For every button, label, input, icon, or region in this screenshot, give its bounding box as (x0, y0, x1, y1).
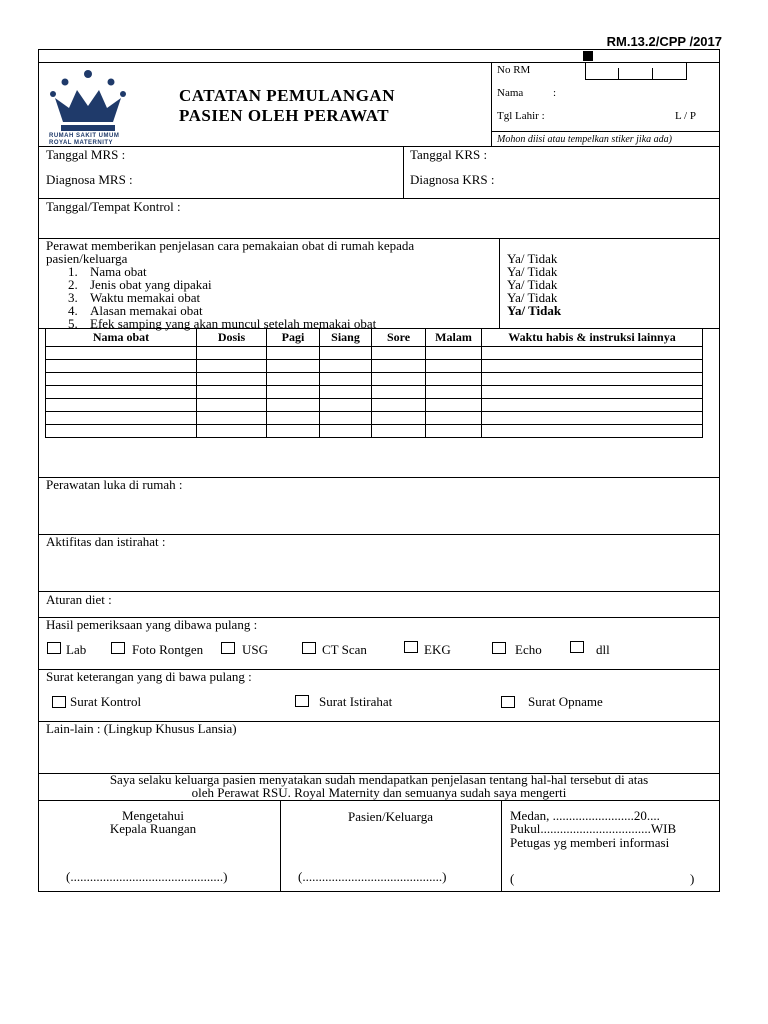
col-siang: Siang (320, 329, 372, 347)
option-usg: USG (242, 642, 269, 657)
nama-colon: : (553, 87, 557, 99)
signature-line-pasien: (...........................................) (298, 869, 447, 884)
diagnosa-mrs-label: Diagnosa MRS : (46, 172, 133, 187)
col-malam: Malam (426, 329, 482, 347)
surat-label: Surat keterangan yang di bawa pulang : (46, 669, 252, 684)
table-row[interactable] (46, 347, 703, 360)
hasil-label: Hasil pemeriksaan yang dibawa pulang : (46, 617, 258, 632)
checkbox-lab[interactable] (47, 642, 61, 654)
nama-label: Nama (497, 87, 524, 99)
list-item: 4. Alasan memakai obat (68, 303, 203, 318)
education-intro-2: pasien/keluarga (46, 251, 128, 266)
option-surat-opname: Surat Opname (528, 694, 603, 709)
petugas-label: Petugas yg memberi informasi (510, 835, 670, 850)
col-waktu-habis: Waktu habis & instruksi lainnya (482, 329, 703, 347)
option-foto-rontgen: Foto Rontgen (132, 642, 204, 657)
divider (39, 146, 719, 147)
lain-lain-label: Lain-lain : (Lingkup Khusus Lansia) (46, 721, 237, 736)
signature-open-paren: ( (510, 871, 515, 886)
diagnosa-krs-label: Diagnosa KRS : (410, 172, 495, 187)
statement-line-2: oleh Perawat RSU. Royal Maternity dan semuanya sudah saya mengerti (191, 785, 567, 800)
logo-caption-1: RUMAH SAKIT UMUM (49, 133, 120, 139)
answer-3: Ya/ Tidak (507, 277, 558, 292)
form-title-line-1: CATATAN PEMULANGAN (179, 86, 395, 105)
checkbox-ct-scan[interactable] (302, 642, 316, 654)
checkbox-usg[interactable] (221, 642, 235, 654)
signature-line-kepala: (...............................................) (66, 869, 228, 884)
signature-close-paren: ) (690, 871, 695, 886)
table-row[interactable] (46, 425, 703, 438)
aturan-diet-label: Aturan diet : (46, 592, 112, 607)
col-nama-obat: Nama obat (46, 329, 197, 347)
education-answers (507, 252, 561, 317)
divider (499, 238, 500, 328)
divider (39, 591, 719, 592)
form-title (179, 86, 395, 126)
option-surat-kontrol: Surat Kontrol (70, 694, 142, 709)
divider (491, 131, 719, 132)
education-list (68, 265, 376, 330)
logo-caption-2: ROYAL MATERNITY (49, 140, 114, 146)
pasien-keluarga-label: Pasien/Keluarga (348, 809, 433, 824)
list-item: 1. Nama obat (68, 264, 147, 279)
answer-1: Ya/ Tidak (507, 251, 558, 266)
kontrol-label: Tanggal/Tempat Kontrol : (46, 199, 181, 214)
table-row[interactable] (46, 386, 703, 399)
table-header-row (46, 329, 703, 347)
form-code: RM.13.2/CPP /2017 (606, 34, 722, 49)
option-dll: dll (596, 642, 610, 657)
checkbox-foto-rontgen[interactable] (111, 642, 125, 654)
tgl-lahir-label: Tgl Lahir : (497, 110, 545, 122)
option-echo: Echo (515, 642, 542, 657)
checkbox-surat-istirahat[interactable] (295, 695, 309, 707)
list-item: 3. Waktu memakai obat (68, 290, 201, 305)
option-lab: Lab (66, 642, 87, 657)
pukul-label: Pukul..................................WIB (510, 821, 677, 836)
answer-5: Ya/ Tidak (507, 303, 562, 318)
aktifitas-label: Aktifitas dan istirahat : (46, 534, 166, 549)
table-row[interactable] (46, 360, 703, 373)
option-ct-scan: CT Scan (322, 642, 367, 657)
divider (491, 62, 492, 146)
option-surat-istirahat: Surat Istirahat (319, 694, 393, 709)
checkbox-surat-kontrol[interactable] (52, 696, 66, 708)
answer-2: Ya/ Tidak (507, 264, 558, 279)
perawatan-luka-label: Perawatan luka di rumah : (46, 477, 183, 492)
checkbox-dll[interactable] (570, 641, 584, 653)
divider (403, 146, 404, 198)
tanggal-krs-label: Tanggal KRS : (410, 147, 488, 162)
form-frame (38, 49, 720, 892)
medicine-table (45, 328, 703, 438)
checkbox-surat-opname[interactable] (501, 696, 515, 708)
tanggal-mrs-label: Tanggal MRS : (46, 147, 126, 162)
col-dosis: Dosis (197, 329, 267, 347)
checkbox-echo[interactable] (492, 642, 506, 654)
list-item: 2. Jenis obat yang dipakai (68, 277, 212, 292)
table-row[interactable] (46, 399, 703, 412)
checkbox-ekg[interactable] (404, 641, 418, 653)
form-title-line-2: PASIEN OLEH PERAWAT (179, 106, 390, 125)
statement-line-1: Saya selaku keluarga pasien menyatakan sudah mendapatkan penjelasan tentang hal-hal tersebut di atas (109, 772, 649, 787)
option-ekg: EKG (424, 642, 451, 657)
answer-4: Ya/ Tidak (507, 290, 558, 305)
divider (39, 800, 719, 801)
no-rm-boxes (585, 62, 687, 80)
col-pagi: Pagi (267, 329, 320, 347)
kepala-ruangan-label: Kepala Ruangan (109, 821, 197, 836)
mengetahui-label: Mengetahui (121, 808, 185, 823)
table-row[interactable] (46, 412, 703, 425)
gender-label: L / P (675, 110, 696, 122)
list-item: 5. Efek samping yang akan muncul setelah memakai obat (68, 316, 377, 331)
table-row[interactable] (46, 373, 703, 386)
medan-date-label: Medan, .........................20.... (510, 808, 660, 823)
col-sore: Sore (372, 329, 426, 347)
header-corner-mark (583, 51, 593, 61)
education-intro-1: Perawat memberikan penjelasan cara pemakaian obat di rumah kepada (46, 238, 415, 253)
no-rm-label: No RM (497, 64, 531, 76)
divider (501, 800, 502, 891)
sticker-note: Mohon diisi atau tempelkan stiker jika ada) (497, 134, 672, 145)
